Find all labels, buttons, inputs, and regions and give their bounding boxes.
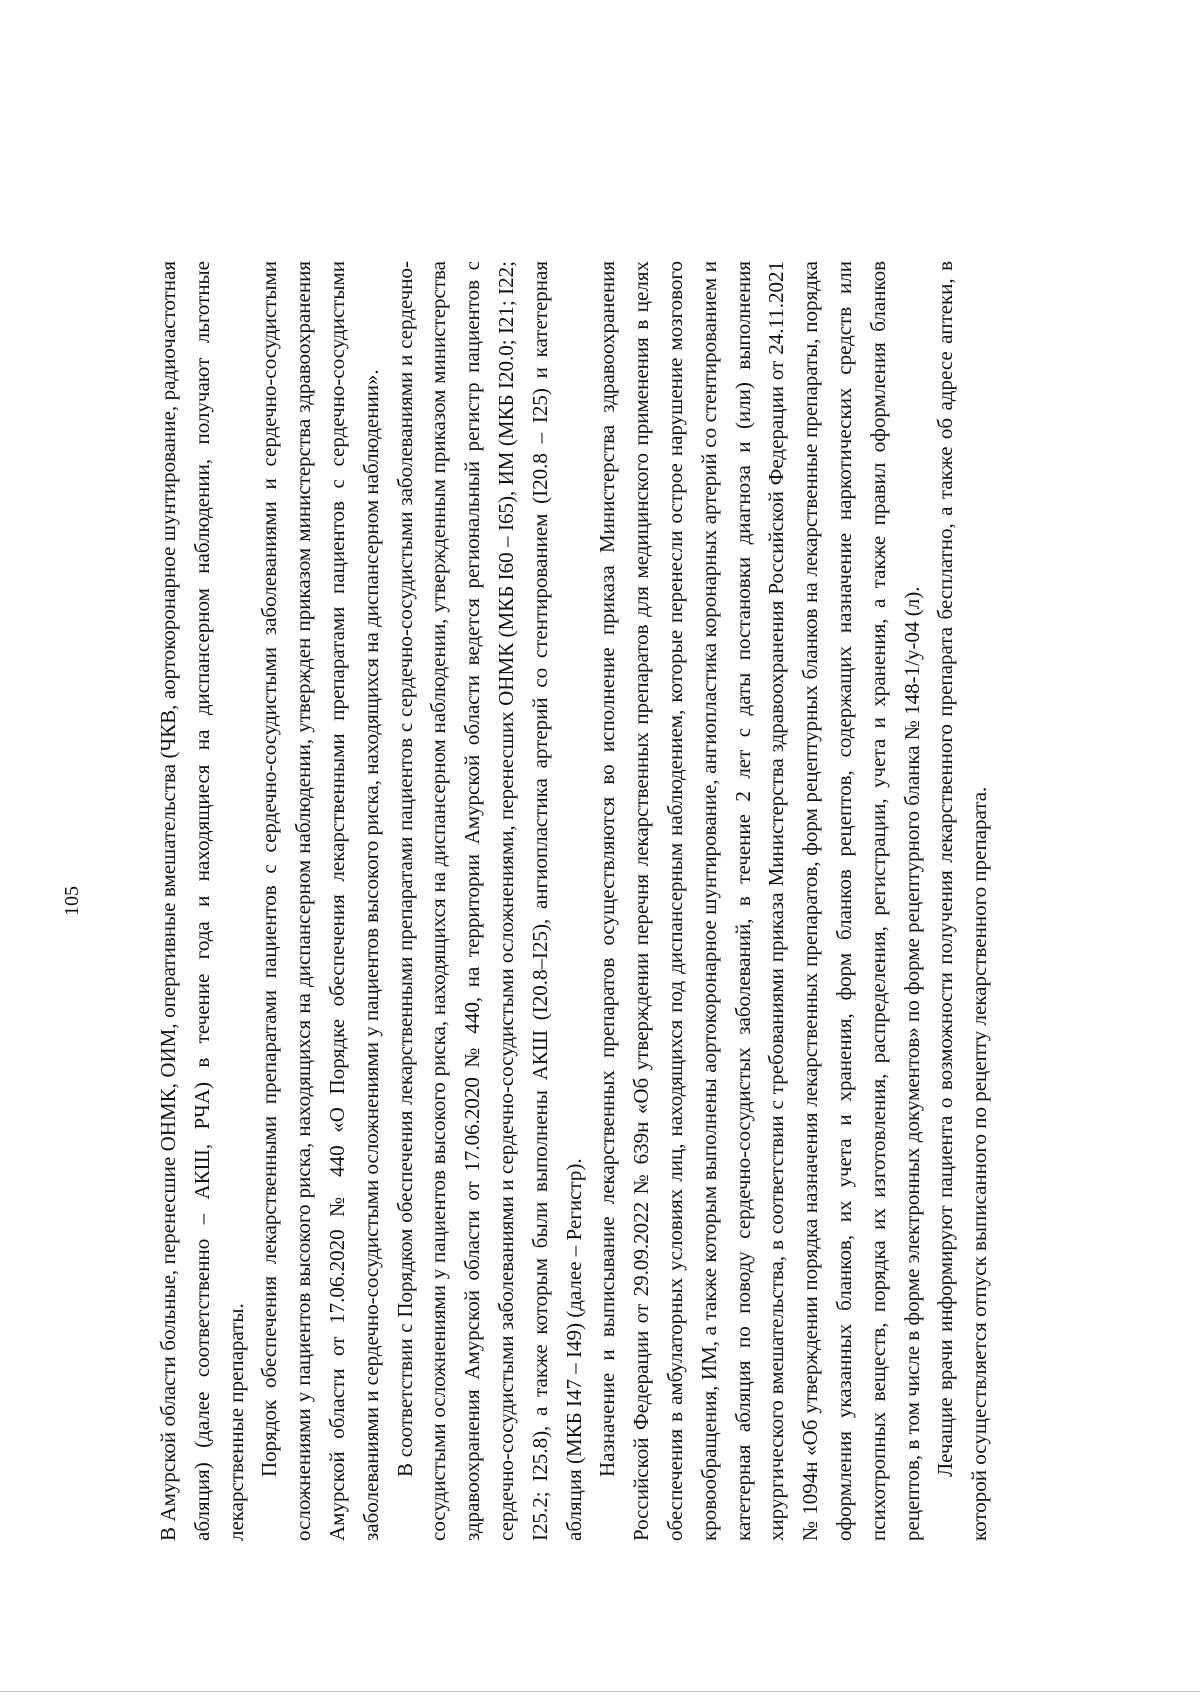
paragraph-2: Порядок обеспечения лекарственными препаратами пациентов с сердечно-сосудистыми заболеваниями и сердечно-сосудистыми осложнениями у пациентов высокого риска, находящихся на диспансерном наблюдении, утвержден приказом министерства здравоохранения Амурской области от 17.06.2020 № 440 «О Порядке обеспечения лекарственными препаратами пациентов с сердечно-сосудистыми заболеваниями и сердечно-сосудистыми осложнениями у пациентов высокого риска, находящихся на диспансерном наблюдении».	[257, 261, 383, 1541]
page-number: 105	[61, 886, 83, 916]
paragraph-5: Лечащие врачи информируют пациента о возможности получения лекарственного препарата бесплатно, а также об адресе аптеки, в которой осуществляется отпуск выписанного по рецепту лекарственного препарата.	[933, 261, 992, 1541]
paragraph-4: Назначение и выписывание лекарственных препаратов осуществляются во исполнение приказа Министерства здравоохранения Российской Федерации от 29.09.2022 № 639н «Об утверждении перечня лекарственных препаратов для медицинского применения в целях обеспечения в амбулаторных условиях лиц, находящихся под диспансерным наблюдением, которые перенесли острое нарушение мозгового кровообращения, ИМ, а также которым выполнены аортокоронарное шунтирование, ангиопластика коронарных артерий со стентированием и катетерная абляция по поводу сердечно-сосудистых заболеваний, в течение 2 лет с даты постановки диагноза и (или) выполнения хирургического вмешательства, в соответствии с требованиями приказа Министерства здравоохранения Российской Федерации от 24.11.2021 № 1094н «Об утверждении порядка назначения лекарственных препаратов, форм рецептурных бланков на лекарственные препараты, порядка оформления указанных бланков, их учета и хранения, форм бланков рецептов, содержащих назначение наркотических средств или психотропных веществ, порядка их изготовления, распределения, регистрации, учета и хранения, а также правил оформления бланков рецептов, в том числе в форме электронных документов» по форме рецептурного бланка № 148-1/у-04 (л).	[595, 261, 924, 1541]
rotated-text-block	[61, 261, 1012, 1541]
paragraph-1: В Амурской области больные, перенесшие ОНМК, ОИМ, оперативные вмешательства (ЧКВ, аортокоронарное шунтирование, радиочастотная абляция) (далее соответственно – АКШ, РЧА) в течение года и находящиеся на диспансерном наблюдении, получают льготные лекарственные препараты.	[156, 261, 248, 1541]
scan-edge-line	[0, 1691, 1200, 1692]
paragraph-3: В соответствии с Порядком обеспечения лекарственными препаратами пациентов с сердечно-сосудистыми заболеваниями и сердечно-сосудистыми осложнениями у пациентов высокого риска, находящихся на диспансерном наблюдении, утвержденным приказом министерства здравоохранения Амурской области от 17.06.2020 № 440, на территории Амурской области ведется региональный регистр пациентов с сердечно-сосудистыми заболеваниями и сердечно-сосудистыми осложнениями, перенесших ОНМК (МКБ I60 – I65), ИМ (МКБ I20.0; I21; I22; I25.2; I25.8), а также которым были выполнены АКШ (I20.8–I25), ангиопластика артерий со стентированием (I20.8 – I25) и катетерная абляция (МКБ I47 – I49) (далее – Регистр).	[392, 261, 586, 1541]
